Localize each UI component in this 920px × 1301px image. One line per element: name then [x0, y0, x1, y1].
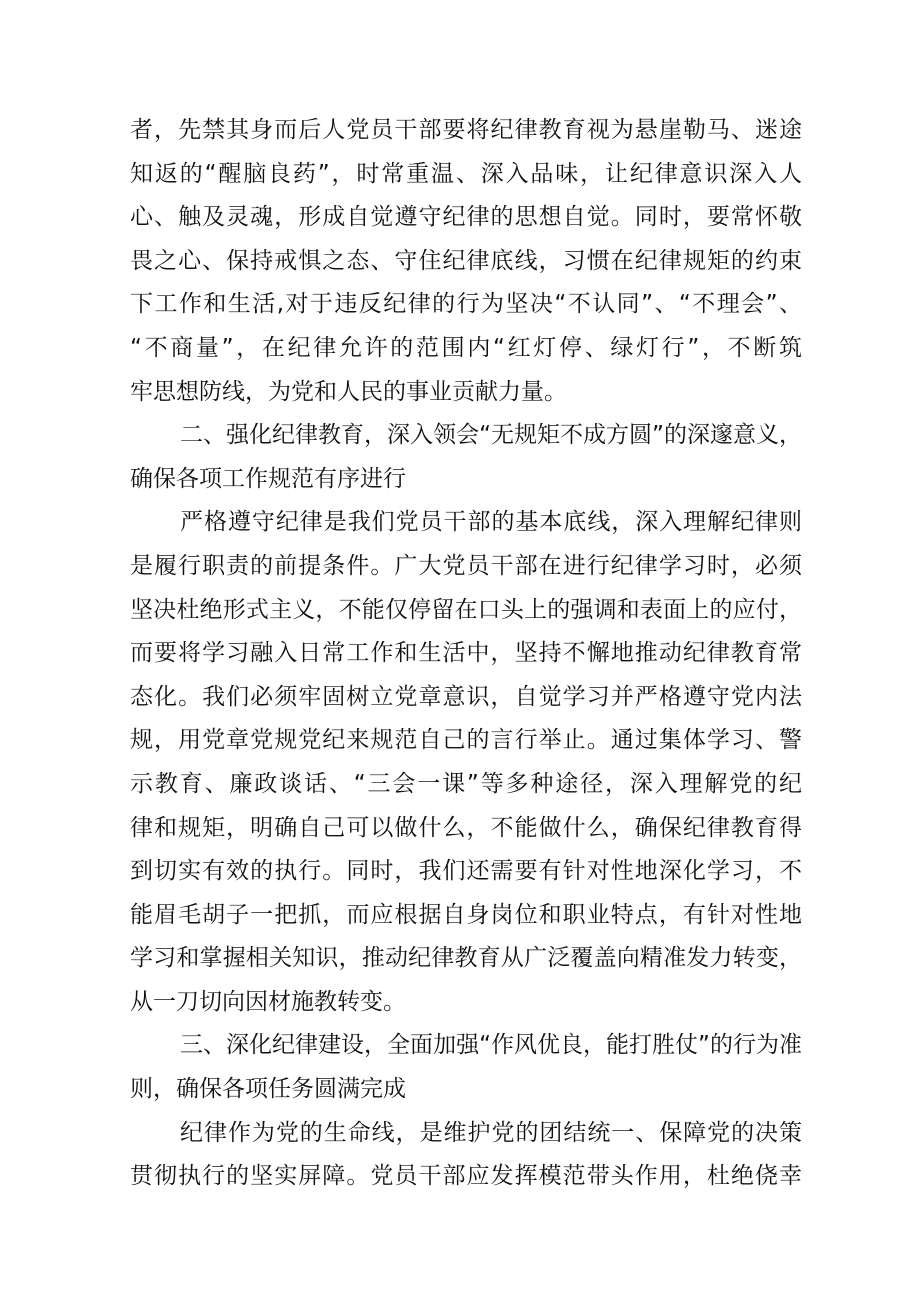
- text-line: 贯彻执行的坚实屏障。党员干部应发挥模范带头作用，杜绝侥幸: [130, 1163, 802, 1190]
- text-line: 者，先禁其身而后人党员干部要将纪律教育视为悬崖勒马、迷途: [130, 117, 802, 143]
- text-line: 学习和掌握相关知识，推动纪律教育从广泛覆盖向精准发力转变，: [130, 945, 802, 972]
- document-body: [130, 109, 802, 1199]
- text-line: 能眉毛胡子一把抓，而应根据自身岗位和职业特点，有针对性地: [130, 901, 802, 928]
- text-line: 坚决杜绝形式主义，不能仅停留在口头上的强调和表面上的应付，: [130, 596, 802, 623]
- paragraph-start: 严格遵守纪律是我们党员干部的基本底线，深入理解纪律则: [180, 509, 802, 536]
- text-line: 而要将学习融入日常工作和生活中，坚持不懈地推动纪律教育常: [130, 640, 802, 667]
- section-heading-3-cont: 则，确保各项任务圆满完成: [130, 1076, 406, 1103]
- text-line: 是履行职责的前提条件。广大党员干部在进行纪律学习时，必须: [130, 552, 802, 579]
- text-line: 到切实有效的执行。同时，我们还需要有针对性地深化学习，不: [130, 858, 802, 885]
- text-line: “不商量”，在纪律允许的范围内“红灯停、绿灯行”，不断筑: [130, 334, 802, 361]
- text-line: 知返的“醒脑良药”，时常重温、深入品味，让纪律意识深入人: [130, 160, 802, 187]
- text-line: 态化。我们必须牢固树立党章意识，自觉学习并严格遵守党内法: [130, 683, 802, 710]
- section-heading-2-cont: 确保各项工作规范有序进行: [130, 465, 406, 492]
- text-line: 从一刀切向因材施教转变。: [130, 988, 406, 1015]
- text-line: 畏之心、保持戒惧之态、守住纪律底线，习惯在纪律规矩的约束: [130, 247, 802, 274]
- section-heading-2: 二、强化纪律教育，深入领会“无规矩不成方圆”的深邃意义，: [180, 422, 802, 449]
- text-line: 示教育、廉政谈话、“三会一课”等多种途径，深入理解党的纪: [130, 770, 802, 797]
- text-line: 下工作和生活,对于违反纪律的行为坚决“不认同”、“不理会”、: [130, 291, 802, 318]
- text-line: 规，用党章党规党纪来规范自己的言行举止。通过集体学习、警: [130, 727, 802, 754]
- text-line: 律和规矩，明确自己可以做什么，不能做什么，确保纪律教育得: [130, 814, 802, 841]
- text-line: 牢思想防线，为党和人民的事业贡献力量。: [130, 378, 567, 405]
- paragraph-start: 纪律作为党的生命线，是维护党的团结统一、保障党的决策: [180, 1119, 802, 1146]
- section-heading-3: 三、深化纪律建设，全面加强“作风优良，能打胜仗”的行为准: [180, 1032, 802, 1059]
- text-line: 心、触及灵魂，形成自觉遵守纪律的思想自觉。同时，要常怀敬: [130, 204, 802, 231]
